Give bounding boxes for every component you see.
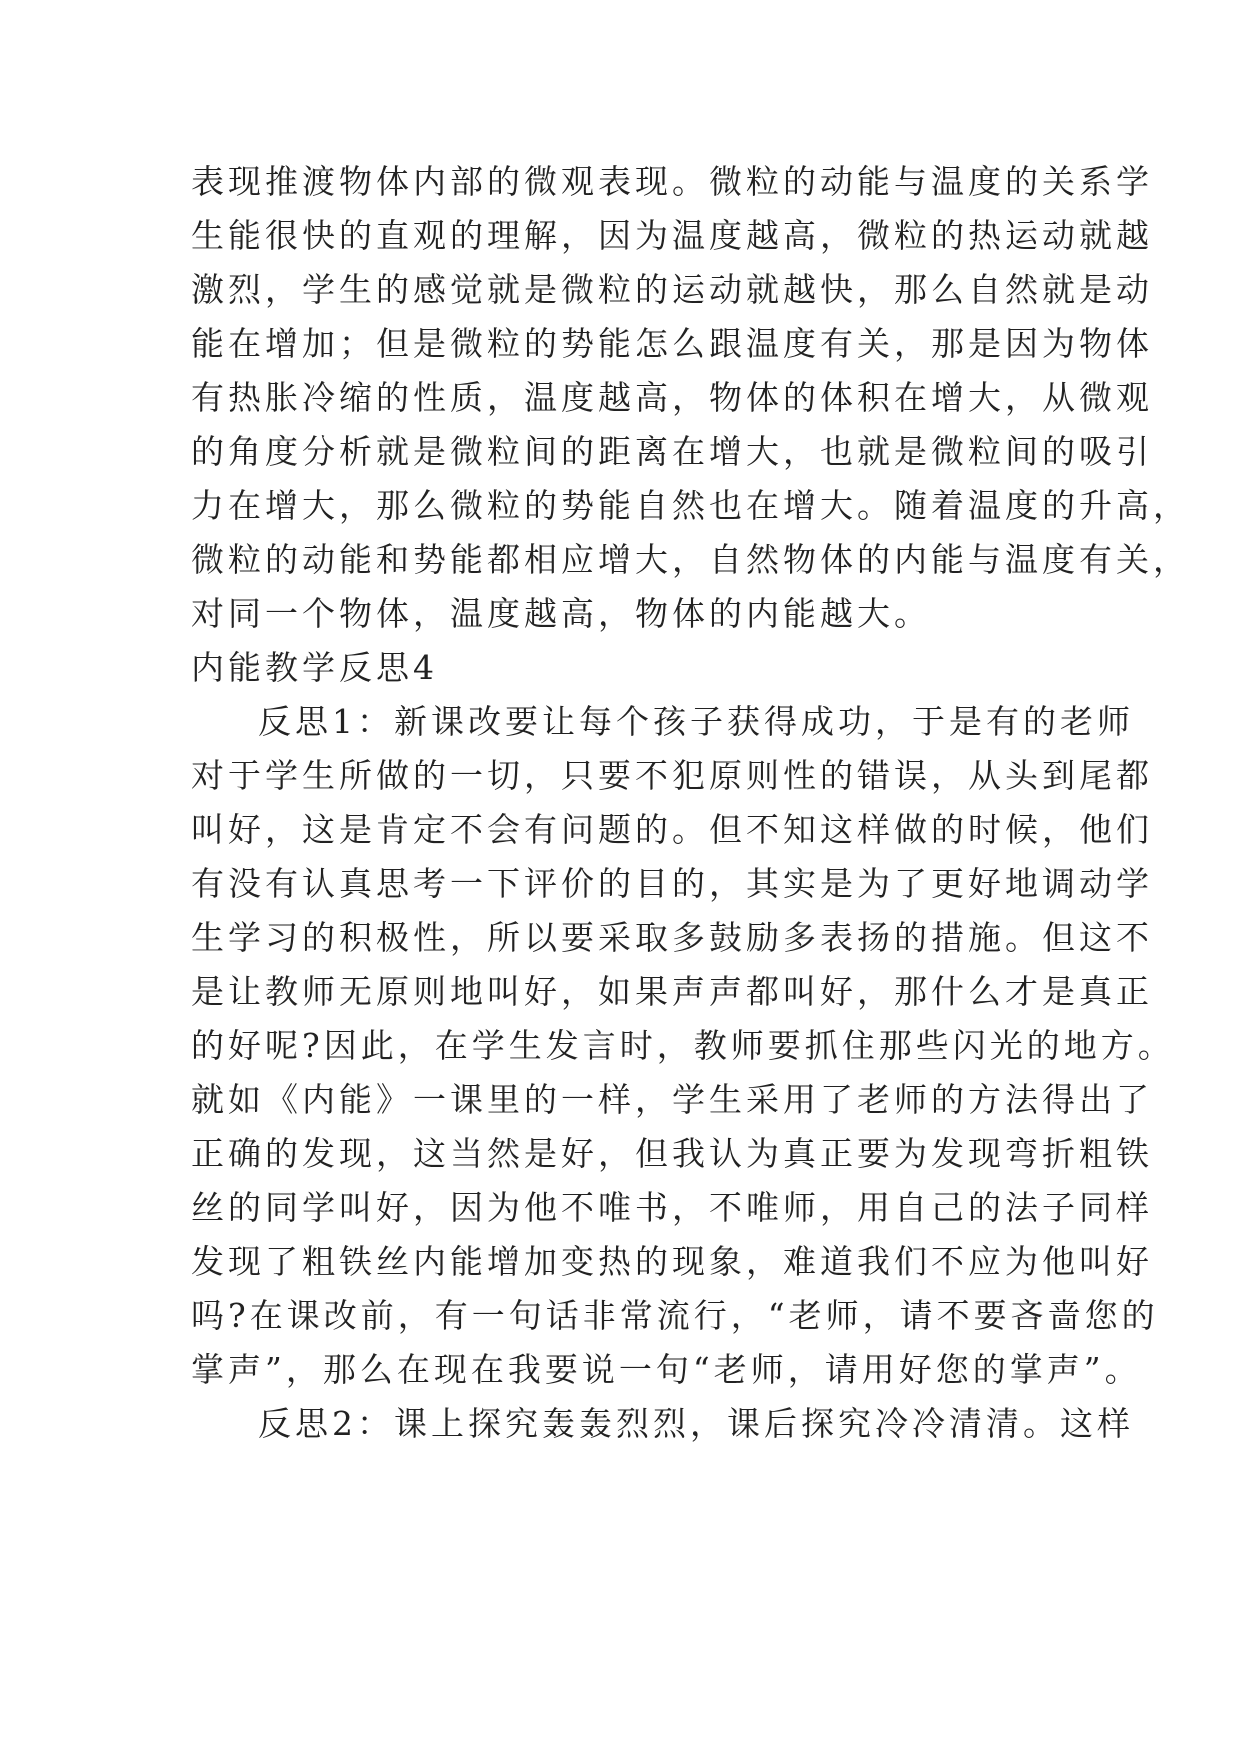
paragraph-line: 生学习的积极性，所以要采取多鼓励多表扬的措施。但这不	[191, 918, 1153, 957]
paragraph-line: 对同一个物体，温度越高，物体的内能越大。	[191, 594, 931, 633]
paragraph-line: 叫好，这是肯定不会有问题的。但不知这样做的时候，他们	[191, 810, 1153, 849]
paragraph-line: 生能很快的直观的理解，因为温度越高，微粒的热运动就越	[191, 216, 1153, 255]
paragraph-line: 能在增加；但是微粒的势能怎么跟温度有关，那是因为物体	[191, 324, 1153, 363]
paragraph-line: 发现了粗铁丝内能增加变热的现象，难道我们不应为他叫好	[191, 1242, 1153, 1281]
paragraph-line: 有热胀冷缩的性质，温度越高，物体的体积在增大，从微观	[191, 378, 1153, 417]
paragraph-line: 就如《内能》一课里的一样，学生采用了老师的方法得出了	[191, 1080, 1153, 1119]
paragraph-line: 是让教师无原则地叫好，如果声声都叫好，那什么才是真正	[191, 972, 1153, 1011]
paragraph-line: 丝的同学叫好，因为他不唯书，不唯师，用自己的法子同样	[191, 1188, 1153, 1227]
paragraph-line: 反思2：课上探究轰轰烈烈，课后探究冷冷清清。这样	[258, 1404, 1134, 1443]
paragraph-line: 有没有认真思考一下评价的目的，其实是为了更好地调动学	[191, 864, 1153, 903]
paragraph-line: 正确的发现，这当然是好，但我认为真正要为发现弯折粗铁	[191, 1134, 1153, 1173]
paragraph-line: 吗?在课改前，有一句话非常流行，“老师，请不要吝啬您的	[191, 1296, 1159, 1335]
section-heading: 内能教学反思4	[191, 648, 438, 687]
paragraph-line: 的好呢?因此，在学生发言时，教师要抓住那些闪光的地方。	[191, 1026, 1175, 1065]
paragraph-line: 掌声”，那么在现在我要说一句“老师，请用好您的掌声”。	[191, 1350, 1142, 1389]
paragraph-line: 表现推渡物体内部的微观表现。微粒的动能与温度的关系学	[191, 162, 1153, 201]
paragraph-line: 反思1：新课改要让每个孩子获得成功，于是有的老师	[258, 702, 1134, 741]
paragraph-line: 的角度分析就是微粒间的距离在增大，也就是微粒间的吸引	[191, 432, 1153, 471]
paragraph-line: 激烈，学生的感觉就是微粒的运动就越快，那么自然就是动	[191, 270, 1153, 309]
paragraph-line: 微粒的动能和势能都相应增大，自然物体的内能与温度有关，	[191, 540, 1190, 579]
paragraph-line: 对于学生所做的一切，只要不犯原则性的错误，从头到尾都	[191, 756, 1153, 795]
paragraph-line: 力在增大，那么微粒的势能自然也在增大。随着温度的升高，	[191, 486, 1190, 525]
